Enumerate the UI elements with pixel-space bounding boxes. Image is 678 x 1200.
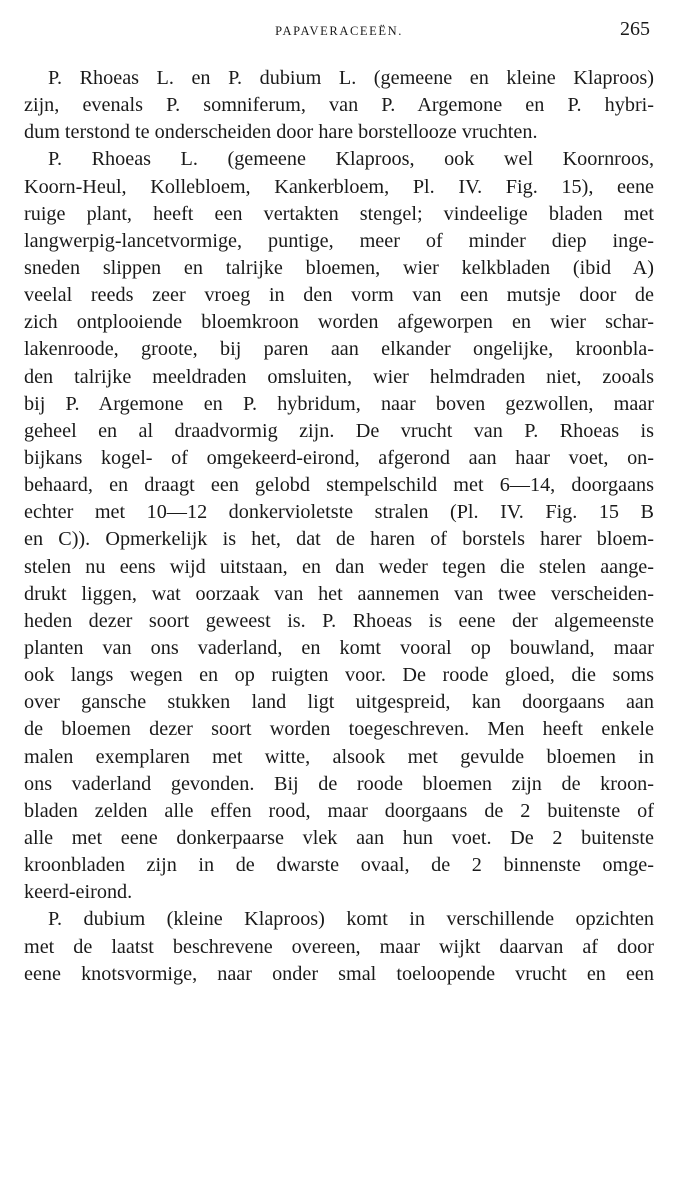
text-line: stelen nu eens wijd uitstaan, en dan weder tegen die stelen aange- (24, 555, 654, 578)
text-line: behaard, en draagt een gelobd stempelschild met 6—14, doorgaans (24, 474, 654, 497)
text-line: bladen zelden alle effen rood, maar doorgaans de 2 buitenste of (24, 799, 654, 822)
text-line: zich ontplooiende bloemkroon worden afgeworpen en wier schar- (24, 311, 654, 334)
text-line: ons vaderland gevonden. Bij de roode bloemen zijn de kroon- (24, 772, 654, 795)
page-header (24, 18, 654, 52)
text-line: sneden slippen en talrijke bloemen, wier kelkbladen (ibid A) (24, 256, 654, 279)
text-line: geheel en al draadvormig zijn. De vrucht van P. Rhoeas is (24, 419, 654, 442)
page-number: 265 (620, 18, 650, 40)
text-line: heden dezer soort geweest is. P. Rhoeas is eene der algemeenste (24, 609, 654, 632)
text-line: planten van ons vaderland, en komt vooral op bouwland, maar (24, 636, 654, 659)
text-line: lakenroode, groote, bij paren aan elkander ongelijke, kroonbla- (24, 338, 654, 361)
text-line: P. Rhoeas L. (gemeene Klaproos, ook wel Koornroos, (48, 148, 654, 171)
text-line: dum terstond te onderscheiden door hare borstellooze vruchten. (24, 121, 538, 144)
text-line: Koorn-Heul, Kollebloem, Kankerbloem, Pl. IV. Fig. 15), eene (24, 175, 654, 198)
text-line: P. dubium (kleine Klaproos) komt in verschillende opzichten (48, 908, 654, 931)
text-line: ruige plant, heeft een vertakten stengel; vindeelige bladen met (24, 202, 654, 225)
running-head: PAPAVERACEEËN. (275, 24, 403, 38)
text-line: bij P. Argemone en P. hybridum, naar boven gezwollen, maar (24, 392, 654, 415)
text-line: alle met eene donkerpaarse vlek aan hun voet. De 2 buitenste (24, 826, 654, 849)
text-line: en C)). Opmerkelijk is het, dat de haren of borstels harer bloem- (24, 528, 654, 551)
body-text (24, 65, 654, 988)
text-line: langwerpig-lancetvormige, puntige, meer of minder diep inge- (24, 229, 654, 252)
text-line: eene knotsvormige, naar onder smal toeloopende vrucht en een (24, 962, 654, 985)
text-line: echter met 10—12 donkervioletste stralen (Pl. IV. Fig. 15 B (24, 501, 654, 524)
text-line: drukt liggen, wat oorzaak van het aannemen van twee verscheiden- (24, 582, 654, 605)
text-line: zijn, evenals P. somniferum, van P. Argemone en P. hybri- (24, 94, 654, 117)
text-line: P. Rhoeas L. en P. dubium L. (gemeene en kleine Klaproos) (48, 67, 654, 89)
text-line: met de laatst beschrevene overeen, maar wijkt daarvan af door (24, 935, 654, 958)
text-line: ook langs wegen en op ruigten voor. De roode gloed, die soms (24, 664, 654, 687)
text-line: veelal reeds zeer vroeg in den vorm van een mutsje door de (24, 284, 654, 307)
text-line: kroonbladen zijn in de dwarste ovaal, de 2 binnenste omge- (24, 854, 654, 877)
text-line: over gansche stukken land ligt uitgespreid, kan doorgaans aan (24, 691, 654, 714)
text-line: den talrijke meeldraden omsluiten, wier helmdraden niet, zooals (24, 365, 654, 388)
book-page (24, 18, 654, 1188)
text-line: bijkans kogel- of omgekeerd-eirond, afgerond aan haar voet, on- (24, 446, 654, 469)
text-line: de bloemen dezer soort worden toegeschreven. Men heeft enkele (24, 718, 654, 741)
text-line: malen exemplaren met witte, alsook met gevulde bloemen in (24, 745, 654, 768)
text-line: keerd-eirond. (24, 881, 133, 904)
